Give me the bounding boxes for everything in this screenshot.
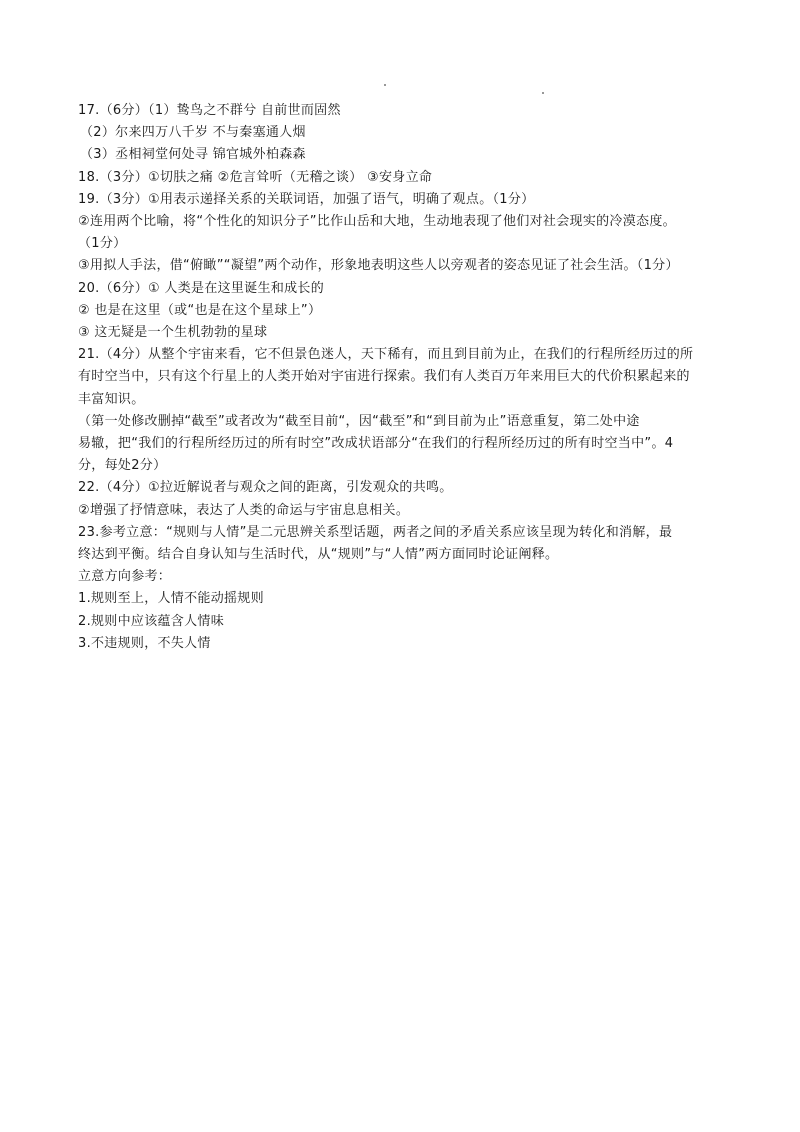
scan-speck (542, 92, 544, 94)
q21-line-2: 有时空当中，只有这个行星上的人类开始对宇宙进行探索。我们有人类百万年来用巨大的代价积累起来的 (78, 369, 690, 385)
q18-line: 18.（3分）①切肤之痛 ②危言耸听（无稽之谈） ③安身立命 (78, 169, 433, 185)
q17-line-3: （3）丞相祠堂何处寻 锦官城外柏森森 (80, 147, 306, 163)
q21-line-3: 丰富知识。 (78, 391, 145, 407)
q21-line-1: 21.（4分）从整个宇宙来看，它不但景色迷人，天下稀有，而且到目前为止，在我们的行程所经历过的所 (78, 347, 694, 363)
q19-line-3: （1分） (78, 236, 127, 252)
q23-line-1: 23.参考立意：“规则与人情”是二元思辨关系型话题，两者之间的矛盾关系应该呈现为转化和消解，最 (78, 524, 673, 540)
q17-line-1: 17.（6分）（1）鸷鸟之不群兮 自前世而固然 (78, 103, 341, 118)
q19-line-1: 19.（3分）①用表示递择关系的关联词语，加强了语气，明确了观点。（1分） (78, 191, 535, 207)
q21-note-line-1: （第一处修改删掉“截至”或者改为“截至目前“，因“截至”和“到目前为止”语意重复，第二处中途 (78, 413, 640, 429)
q23-direction-2: 2.规则中应该蕴含人情味 (78, 613, 225, 629)
q20-line-3: ③ 这无疑是一个生机勃勃的星球 (78, 325, 268, 341)
q23-direction-3: 3.不违规则，不失人情 (78, 635, 211, 651)
scan-speck (384, 84, 386, 86)
q23-line-2: 终达到平衡。结合自身认知与生活时代，从“规则”与“人情”两方面同时论证阐释。 (78, 547, 559, 563)
q20-line-1: 20.（6分）① 人类是在这里诞生和成长的 (78, 280, 325, 296)
q23-direction-heading: 立意方向参考： (78, 569, 172, 585)
q20-line-2: ② 也是在这里（或“也是在这个星球上”） (78, 302, 322, 318)
q21-note-line-2: 易辙，把“我们的行程所经历过的所有时空”改成状语部分“在我们的行程所经历过的所有时空当中”。4 (78, 436, 674, 452)
q22-line-1: 22.（4分）①拉近解说者与观众之间的距离，引发观众的共鸣。 (78, 480, 453, 496)
q22-line-2: ②增强了抒情意味，表达了人类的命运与宇宙息息相关。 (78, 502, 410, 518)
q23-direction-1: 1.规则至上，人情不能动摇规则 (78, 591, 264, 607)
answer-key-text (78, 100, 728, 655)
q19-line-2: ②连用两个比喻，将“个性化的知识分子”比作山岳和大地，生动地表现了他们对社会现实的冷漠态度。 (78, 214, 676, 230)
q21-note-line-3: 分，每处2分） (78, 458, 167, 474)
q17-line-2: （2）尔来四万八千岁 不与秦塞通人烟 (80, 125, 306, 141)
q19-line-4: ③用拟人手法，借“俯瞰”“凝望”两个动作，形象地表明这些人以旁观者的姿态见证了社会生活。（1分） (78, 258, 679, 274)
